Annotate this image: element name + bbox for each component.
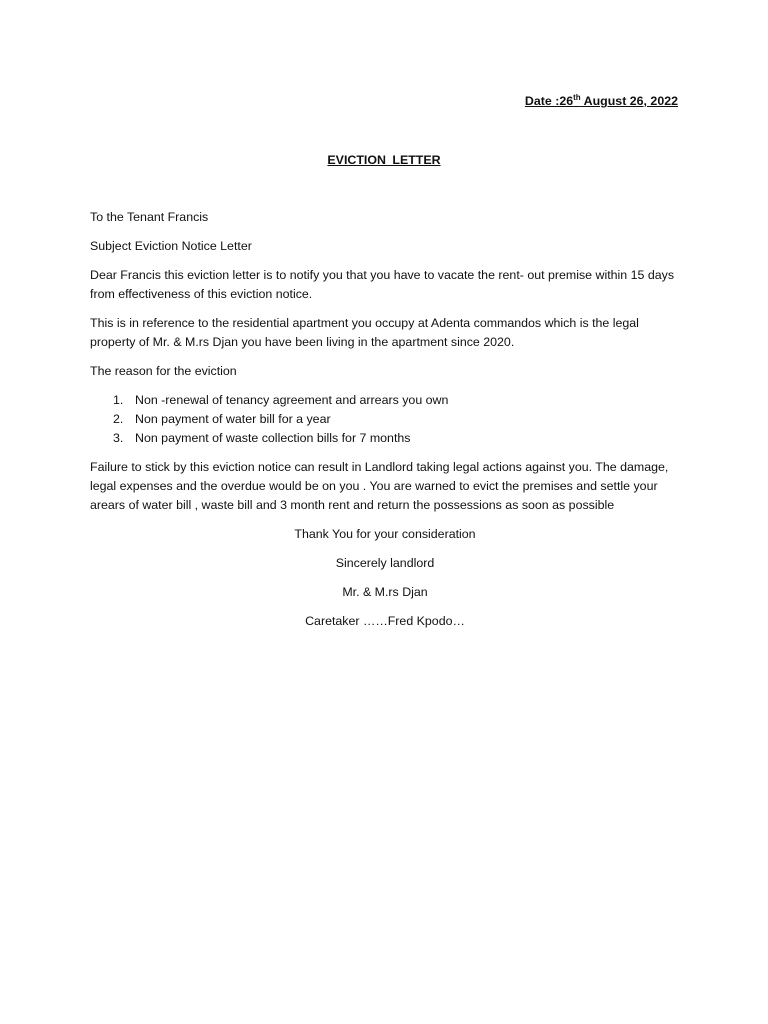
recipient-line: To the Tenant Francis — [90, 210, 209, 224]
signoff-line: Sincerely landlord — [335, 556, 435, 570]
list-item-number: 3. — [113, 431, 124, 445]
list-item — [90, 391, 680, 410]
list-item-text: Non -renewal of tenancy agreement and arrears you own — [135, 393, 449, 407]
date-rest: August 26, 2022 — [580, 94, 678, 108]
caretaker-line: Caretaker ……Fred Kpodo… — [305, 614, 465, 628]
letter-title: EVICTION LETTER — [327, 153, 441, 167]
subject-line: Subject Eviction Notice Letter — [90, 239, 252, 253]
landlord-name: Mr. & M.rs Djan — [342, 585, 428, 599]
letter-date — [525, 92, 678, 111]
list-item-text: Non payment of waste collection bills for 7 months — [135, 431, 411, 445]
list-item-number: 2. — [113, 412, 124, 426]
closing-line: Thank You for your consideration — [294, 527, 476, 541]
date-ordinal-suffix: th — [573, 92, 581, 102]
list-item-number: 1. — [113, 393, 124, 407]
list-item-text: Non payment of water bill for a year — [135, 412, 331, 426]
list-item — [90, 429, 680, 448]
date-prefix: Date :26 — [524, 94, 574, 108]
reasons-list — [90, 391, 680, 448]
reference-paragraph: This is in reference to the residential apartment you occupy at Adenta commandos which is the legal property of Mr. & M.rs Djan you have been living in the apartment since 2020. — [90, 316, 639, 349]
letter-body — [90, 208, 680, 641]
notice-paragraph: Dear Francis this eviction letter is to notify you that you have to vacate the rent- out premise within 15 days from effectiveness of this eviction notice. — [90, 268, 675, 301]
warning-paragraph: Failure to stick by this eviction notice can result in Landlord taking legal actions against you. The damage, legal expenses and the overdue would be on you . You are warned to evict the premises and settle your arears of water bill , waste bill and 3 month rent and return the possessions as soon as possible — [90, 460, 669, 512]
list-item — [90, 410, 680, 429]
reason-heading: The reason for the eviction — [90, 364, 237, 378]
